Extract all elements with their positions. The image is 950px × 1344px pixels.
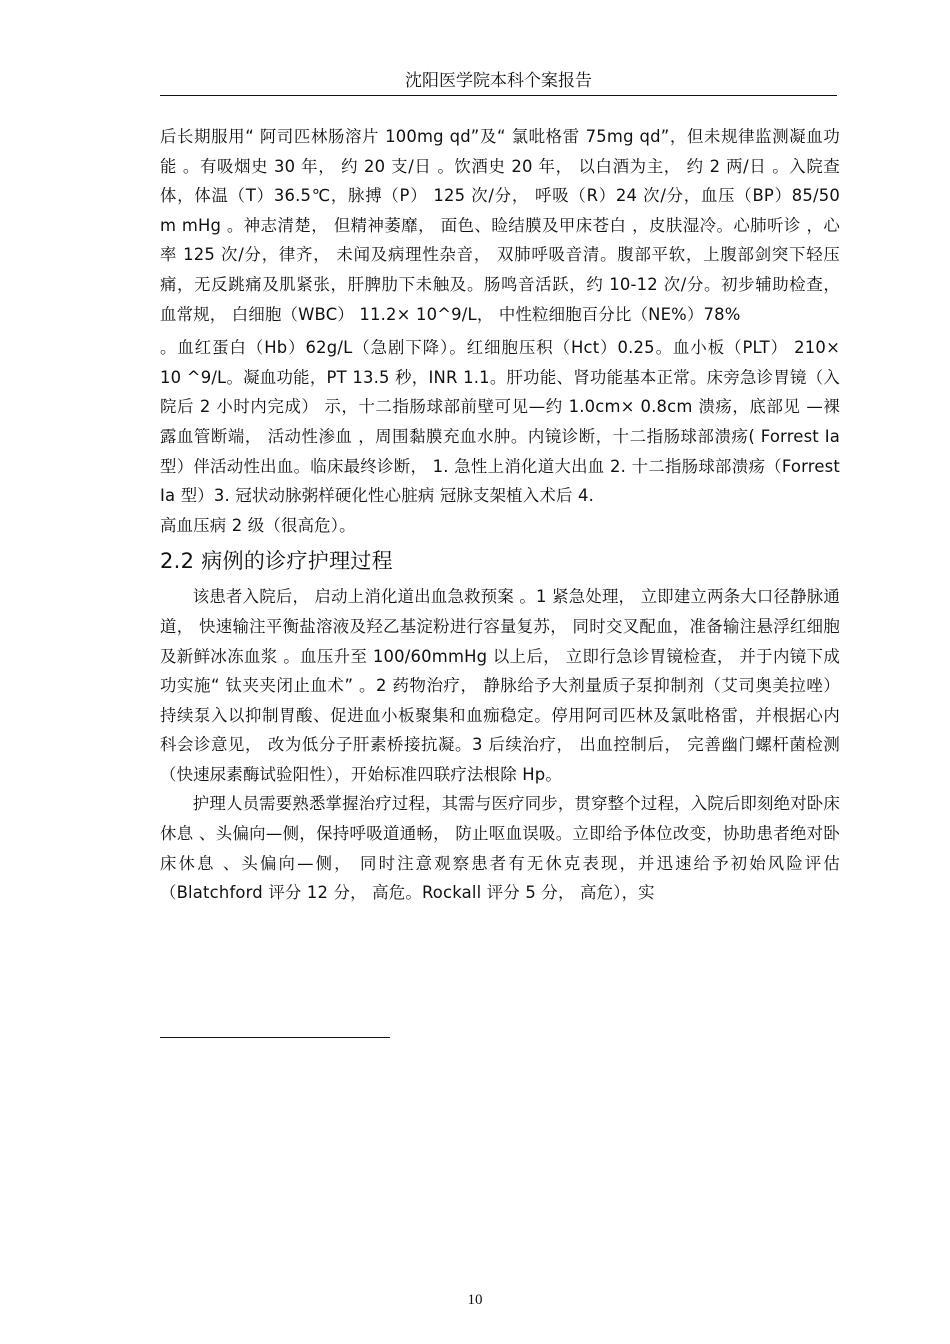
- header-divider: [160, 95, 837, 96]
- section-heading: 2.2 病例的诊疗护理过程: [160, 549, 393, 574]
- page-header-title: 沈阳医学院本科个案报告: [405, 71, 592, 91]
- report-body: [160, 122, 840, 908]
- paragraph-nursing: 护理人员需要熟悉掌握治疗过程，其需与医疗同步，贯穿整个过程，入院后即刻绝对卧床休息 、头偏向—侧，保持呼吸道通畅， 防止呕血误吸。立即给予体位改变，协助患者绝对卧床休息 、头偏向—侧， 同时注意观察患者有无休克表现，并迅速给予初始风险评估（Blatchford 评分 12 分， 高危。Rockall 评分 5 分， 高危），实: [160, 794, 840, 903]
- paragraph-lab-findings: 。血红蛋白（Hb）62g/L（急剧下降）。红细胞压积（Hct）0.25。血小板（PLT） 210× 10 ^9/L。凝血功能，PT 13.5 秒，INR 1.1。肝功能、肾功能基本正常。床旁急诊胃镜（入院后 2 小时内完成） 示，十二指肠球部前壁可见—约 1.0cm× 0.8cm 溃疡，底部见 —裸露血管断端， 活动性渗血 ，周围黏膜充血水肿。内镜诊断，十二指肠球部溃疡( Forrest Ia 型）伴活动性出血。临床最终诊断， 1. 急性上消化道大出血 2. 十二指肠球部溃疡（Forrest Ia 型）3. 冠状动脉粥样硬化性心脏病 冠脉支架植入术后 4.: [160, 338, 840, 506]
- paragraph-diagnosis-tail: 高血压病 2 级（很高危）。: [160, 515, 356, 535]
- paragraph-treatment: 该患者入院后， 启动上消化道出血急救预案 。1 紧急处理， 立即建立两条大口径静脉通道， 快速输注平衡盐溶液及羟乙基淀粉进行容量复苏， 同时交叉配血，准备输注悬浮红细胞及新鲜冰冻血浆 。血压升至 100/60mmHg 以上后， 立即行急诊胃镜检查， 并于内镜下成功实施“ 钛夹夹闭止血术” 。2 药物治疗， 静脉给予大剂量质子泵抑制剂（艾司奥美拉唑）持续泵入以抑制胃酸、促进血小板聚集和血痂稳定。停用阿司匹林及氯吡格雷，并根据心内科会诊意见， 改为低分子肝素桥接抗凝。3 后续治疗， 出血控制后， 完善幽门螺杆菌检测 （快速尿素酶试验阳性），开始标准四联疗法根除 Hp。: [160, 587, 840, 784]
- page-number: 10: [467, 1292, 483, 1308]
- paragraph-patient-history: 后长期服用“ 阿司匹林肠溶片 100mg qd”及“ 氯吡格雷 75mg qd”，但未规律监测凝血功能 。有吸烟史 30 年， 约 20 支/日 。饮酒史 20 年， 以白酒为主， 约 2 两/日 。入院查体，体温（T）36.5℃，脉搏（P） 125 次/分， 呼吸（R）24 次/分，血压（BP）85/50 m mHg 。神志清楚， 但精神萎靡， 面色、睑结膜及甲床苍白 ，皮肤湿冷。心肺听诊 ，心率 125 次/分，律齐， 未闻及病理性杂音， 双肺呼吸音清。腹部平软，上腹部剑突下轻压痛，无反跳痛及肌紧张，肝脾肋下未触及。肠鸣音活跃，约 10-12 次/分。初步辅助检查， 血常规， 白细胞（WBC） 11.2× 10^9/L， 中性粒细胞百分比（NE%）78%: [160, 127, 840, 324]
- footnote-divider: [160, 1037, 390, 1038]
